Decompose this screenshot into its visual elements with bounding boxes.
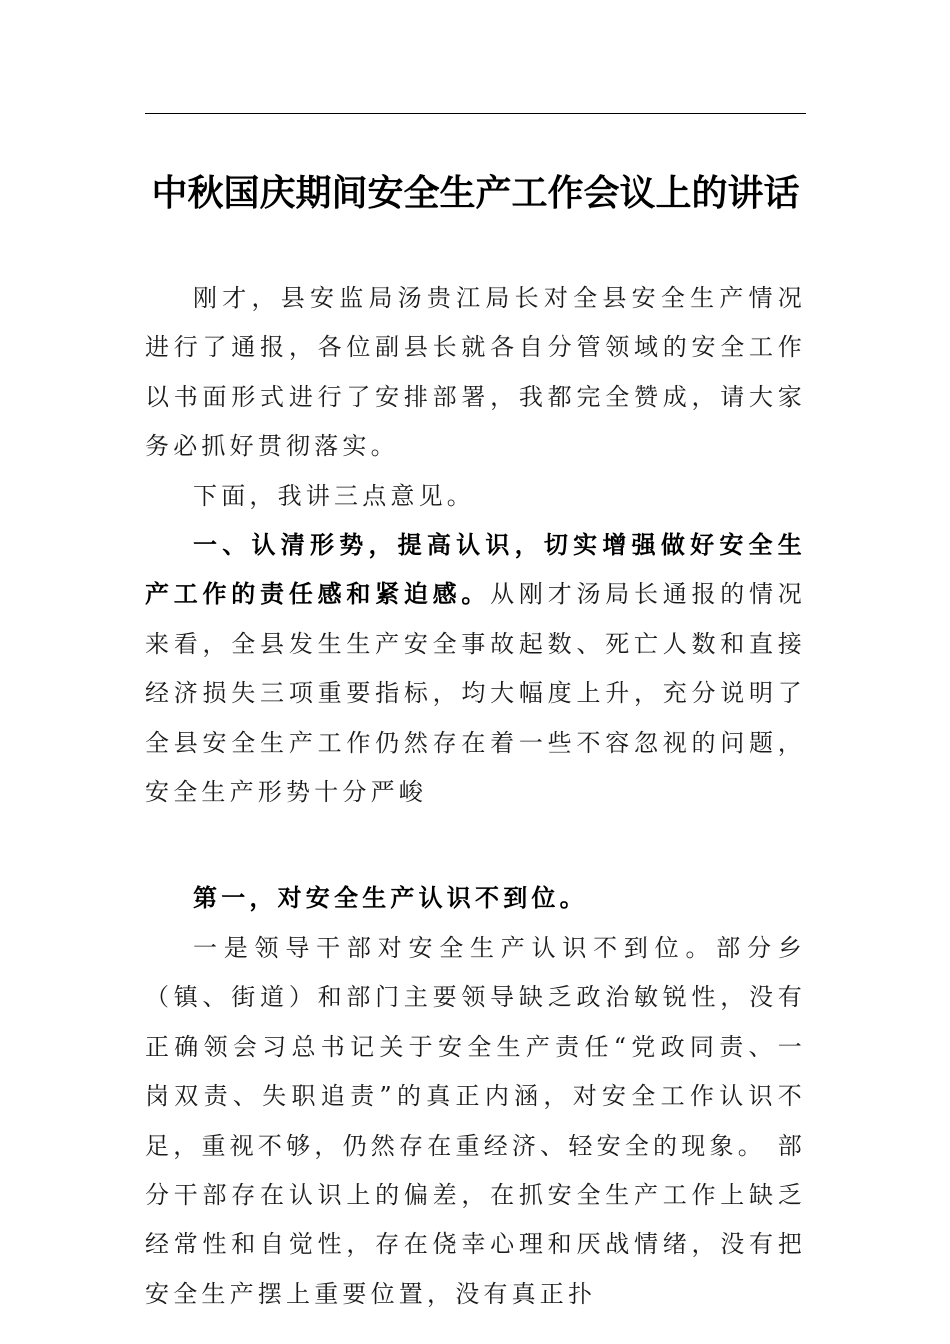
point-one-heading: 第一，对安全生产认识不到位。	[193, 884, 588, 913]
section-one-text: 从刚才汤局长通报的情况来看，全县发生生产安全事故起数、死亡人数和直接经济损失三项重要指标，均大幅度上升，充分说明了全县安全生产工作仍然存在着一些不容忽视的问题，安全生产形势十分严峻	[145, 580, 807, 807]
document-title: 中秋国庆期间安全生产工作会议上的讲话	[151, 173, 800, 214]
paragraph-point-one	[145, 874, 806, 923]
document-body	[145, 274, 806, 1319]
paragraph-opening: 刚才，县安监局汤贵江局长对全县安全生产情况进行了通报，各位副县长就各自分管领域的安全工作以书面形式进行了安排部署，我都完全赞成，请大家务必抓好贯彻落实。	[145, 284, 806, 461]
top-rule	[145, 113, 806, 114]
paragraph-point-one-detail: 一是领导干部对安全生产认识不到位。部分乡（镇、街道）和部门主要领导缺乏政治敏锐性，没有正确领会习总书记关于安全生产责任“党政同责、一岗双责、失职追责”的真正内涵，对安全工作认识不足，重视不够，仍然存在重经济、轻安全的现象。 部分干部存在认识上的偏差，在抓安全生产工作上缺乏经常性和自觉性，存在侥幸心理和厌战情绪，没有把安全生产摆上重要位置，没有真正扑	[145, 933, 806, 1308]
paragraph-section-one	[145, 521, 806, 817]
section-one-heading: 一、认清形势，提高认识，切实增强做好安全生产工作的责任感和紧迫感。	[145, 531, 806, 609]
paragraph-intro: 下面，我讲三点意见。	[193, 481, 475, 510]
